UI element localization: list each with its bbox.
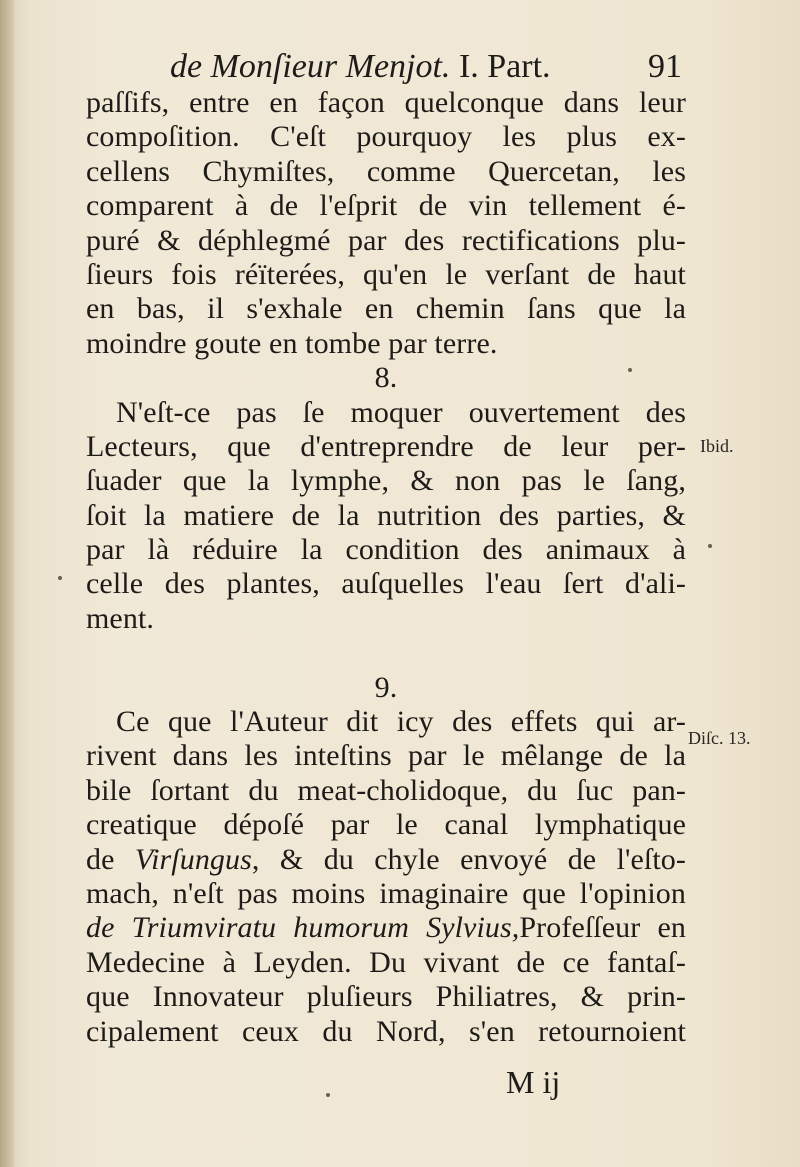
running-title: de Monſieur Menjot.	[170, 48, 451, 85]
text-line: bile ſortant du meat-cholidoque, du ſuc pan-	[86, 773, 686, 807]
text-line: cellens Chymiſtes, comme Quercetan, les	[86, 154, 686, 188]
margin-note-disc: Diſc. 13.	[688, 728, 751, 748]
paper-speck	[628, 368, 632, 372]
section-number-9: 9.	[374, 670, 398, 704]
text-line: en bas, il s'exhale en chemin ſans que la	[86, 292, 686, 326]
text-line: celle des plantes, auſquelles l'eau ſert d'ali-	[86, 567, 686, 601]
text-fragment: Profeſſeur en	[519, 911, 687, 945]
page-spine-shadow	[0, 0, 14, 1167]
text-line: ment.	[86, 601, 154, 635]
text-fragment: de	[86, 842, 135, 876]
text-line: ſieurs fois réïterées, qu'en le verſant de haut	[86, 257, 686, 291]
text-line-sylvius	[86, 911, 686, 945]
italic-name-virsungus: Virſungus	[134, 842, 252, 876]
body-text	[86, 86, 686, 1049]
text-line: compoſition. C'eſt pourquoy les plus ex-	[86, 120, 686, 154]
text-line-virsungus	[86, 843, 686, 877]
text-line: creatique dépoſé par le canal lymphatique	[86, 808, 686, 842]
text-fragment: , & du chyle envoyé de l'eſto-	[251, 842, 686, 876]
text-line: paſſifs, entre en façon quelconque dans leur	[86, 86, 686, 119]
text-line: que Innovateur pluſieurs Philiatres, & prin-	[86, 980, 686, 1014]
text-line: cipalement ceux du Nord, s'en retournoient	[86, 1014, 686, 1048]
text-line: ſoit la matiere de la nutrition des parties, &	[86, 498, 686, 532]
paper-speck	[708, 544, 712, 548]
paper-speck	[326, 1093, 330, 1097]
text-line: ſuader que la lymphe, & non pas le ſang,	[86, 464, 686, 498]
running-header	[170, 44, 690, 90]
text-line: Ce que l'Auteur dit icy des effets qui ar-	[116, 705, 686, 739]
text-line: rivent dans les inteſtins par le mêlange de la	[86, 739, 686, 773]
catchword-signature: M ij	[506, 1064, 561, 1100]
text-line: Lecteurs, que d'entreprendre de leur per-	[86, 429, 686, 463]
paper-speck	[58, 576, 62, 580]
text-line: moindre goute en tombe par terre.	[86, 326, 498, 360]
text-line: par là réduire la condition des animaux à	[86, 533, 686, 567]
text-line: Medecine à Leyden. Du vivant de ce fantaſ-	[86, 945, 686, 979]
italic-title-sylvius: de Triumviratu humorum Sylvius,	[86, 911, 520, 945]
text-line: N'eſt-ce pas ſe moquer ouvertement des	[116, 395, 686, 429]
page-number: 91	[648, 48, 682, 85]
blank-line	[86, 636, 686, 670]
part-label: I. Part.	[458, 48, 551, 85]
text-line: mach, n'eſt pas moins imaginaire que l'opinion	[86, 876, 686, 910]
margin-note-ibid: Ibid.	[700, 436, 734, 456]
text-line: comparent à de l'eſprit de vin tellement é-	[86, 189, 686, 223]
section-number-8: 8.	[374, 361, 398, 395]
text-line: puré & déphlegmé par des rectifications plu-	[86, 223, 686, 257]
